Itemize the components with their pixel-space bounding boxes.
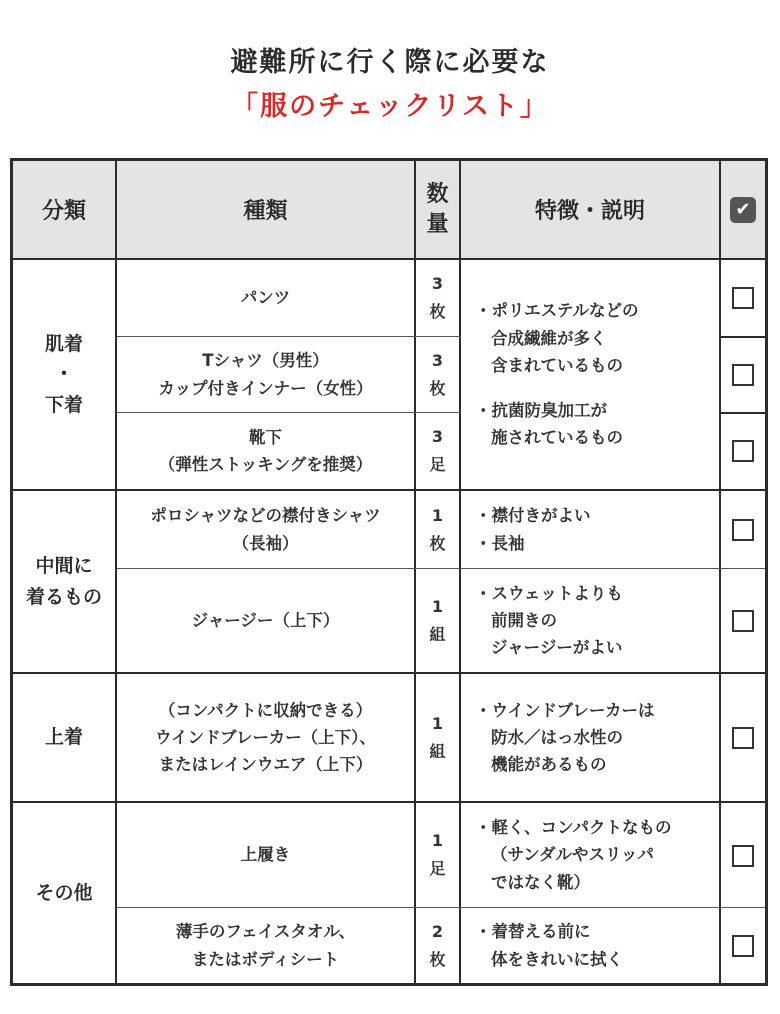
checkbox-jersey[interactable] <box>732 610 754 632</box>
description-bullet: ・ポリエステルなどの 合成繊維が多く 含まれているもの <box>475 301 639 375</box>
checkbox-tshirt[interactable] <box>732 364 754 386</box>
divider <box>719 161 721 983</box>
header-description: 特徴・説明 <box>461 161 719 258</box>
description-underwear <box>461 260 719 489</box>
item-polo-shirt: ポロシャツなどの襟付きシャツ （長袖） <box>150 506 381 553</box>
checkbox-windbreaker[interactable] <box>732 727 754 749</box>
item-windbreaker: （コンパクトに収納できる） ウインドブレーカー（上下）、 またはレインウエア（上下） <box>155 700 376 775</box>
item-pants: パンツ <box>240 288 291 308</box>
divider <box>721 412 765 414</box>
header-check <box>721 161 765 258</box>
checkbox-pants[interactable] <box>732 287 754 309</box>
qty-indoor-shoes: 1 足 <box>429 831 446 878</box>
item-face-towel: 薄手のフェイスタオル、 またはボディシート <box>175 922 356 969</box>
category-outerwear: 上着 <box>44 726 83 749</box>
item-jersey: ジャージー（上下） <box>191 610 340 630</box>
checkbox-socks[interactable] <box>732 440 754 462</box>
description-jersey <box>461 569 719 672</box>
description-bullet: ・軽く、コンパクトなもの （サンダルやスリッパ ではなく靴） <box>475 818 672 892</box>
description-polo-shirt <box>461 491 719 568</box>
description-bullet: ・抗菌防臭加工が 施されているもの <box>475 401 623 448</box>
item-indoor-shoes: 上履き <box>240 845 291 865</box>
header-type: 種類 <box>117 161 414 258</box>
qty-jersey: 1 組 <box>429 596 446 644</box>
description-face-towel <box>461 908 719 983</box>
category-other: その他 <box>35 881 93 904</box>
checkbox-face-towel[interactable] <box>732 935 754 957</box>
item-tshirt: Tシャツ（男性） カップ付きインナー（女性） <box>158 351 373 398</box>
category-midlayer: 中間に 着るもの <box>25 555 102 608</box>
item-socks: 靴下 （弾性ストッキングを推奨） <box>158 427 373 474</box>
checkbox-checked-icon: ✔ <box>730 197 756 223</box>
divider <box>721 336 765 338</box>
qty-windbreaker: 1 組 <box>429 713 446 761</box>
qty-face-towel: 2 枚 <box>429 921 446 969</box>
checkbox-polo-shirt[interactable] <box>732 519 754 541</box>
title-line-1: 避難所に行く際に必要な <box>230 47 550 78</box>
description-bullet: ・スウェットよりも 前開きの ジャージーがよい <box>475 583 623 658</box>
checkbox-indoor-shoes[interactable] <box>732 845 754 867</box>
qty-polo-shirt: 1 枚 <box>429 505 446 553</box>
description-bullet: ・襟付きがよい <box>475 506 591 526</box>
title-line-2: 「服のチェックリスト」 <box>231 91 549 122</box>
header-quantity: 数 量 <box>416 161 459 258</box>
qty-pants: 3 枚 <box>429 274 446 321</box>
qty-socks: 3 足 <box>429 427 446 474</box>
category-underwear: 肌着 ・ 下着 <box>44 332 83 416</box>
checklist-table <box>10 158 768 986</box>
header-category: 分類 <box>13 161 115 258</box>
description-indoor-shoes <box>461 803 719 907</box>
description-bullet: ・長袖 <box>475 533 525 553</box>
description-bullet: ・着替える前に 体をきれいに拭く <box>475 922 623 969</box>
description-windbreaker <box>461 674 719 801</box>
qty-tshirt: 3 枚 <box>429 350 446 398</box>
description-bullet: ・ウインドブレーカーは 防水／はっ水性の 機能があるもの <box>475 700 655 775</box>
